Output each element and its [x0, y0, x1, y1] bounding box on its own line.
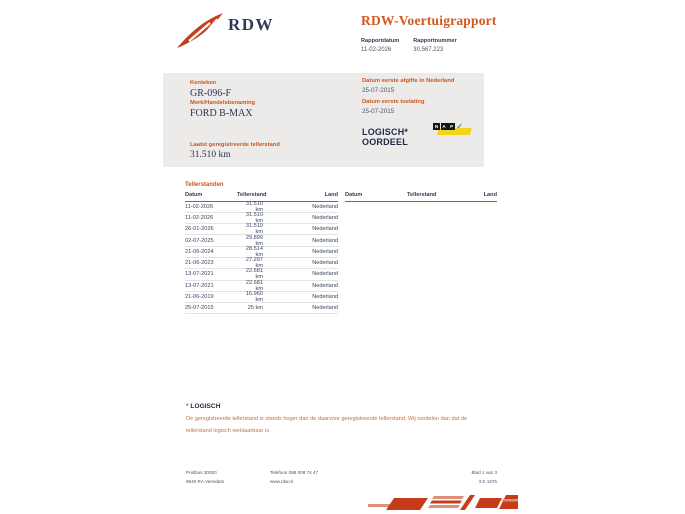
footer-page-number: Blad 1 van 3	[471, 470, 497, 475]
footer-website: www.rdw.nl	[270, 479, 293, 484]
cell-datum: 13-07-2021	[185, 271, 214, 278]
vehicle-summary-box	[163, 73, 484, 167]
oordeel-text	[362, 127, 408, 147]
kenteken-value: GR-096-F	[190, 88, 232, 99]
oordeel-line2: OORDEEL	[362, 137, 408, 147]
eerste-afgifte-value: 25-07-2015	[362, 86, 395, 94]
cell-teller: 22.681 km	[245, 268, 263, 281]
cell-land: Nederland	[312, 248, 338, 255]
tellerstanden-section-title: Tellerstanden	[185, 182, 224, 188]
cell-teller: 25 km	[247, 305, 263, 312]
cell-datum: 21-06-2023	[185, 260, 214, 267]
nap-letter-a: A	[442, 124, 446, 129]
nap-letter-p: P	[450, 124, 454, 129]
col-header-datum: Datum	[345, 192, 363, 198]
nap-check-icon: ✓	[456, 122, 463, 131]
cell-teller: 29.899 km	[245, 234, 263, 247]
table-row	[185, 303, 338, 314]
report-number-field	[413, 38, 457, 53]
col-header-tellerstand: Tellerstand	[237, 192, 267, 198]
footer-page-info	[420, 468, 497, 486]
tellerstanden-rows	[185, 202, 338, 315]
cell-datum: 25-07-2015	[185, 305, 214, 312]
page-title: RDW-Voertuigrapport	[361, 13, 497, 28]
cell-land: Nederland	[312, 203, 338, 210]
eerste-toelating-value: 25-07-2015	[362, 107, 395, 115]
nap-logo	[433, 123, 473, 137]
laatste-tellerstand-field	[190, 142, 280, 160]
eerste-toelating-label: Datum eerste toelating	[362, 99, 425, 105]
cell-datum: 21-06-2024	[185, 248, 214, 255]
footer-address	[186, 468, 224, 486]
rdw-logo-icon	[176, 11, 224, 51]
report-number-value: 30.567.223	[413, 46, 444, 53]
merk-value: FORD B-MAX	[190, 108, 253, 119]
footer-phone: Telefoon 088 008 74 47	[270, 470, 319, 475]
tellerstanden-tables	[185, 192, 497, 314]
rdw-wordmark: RDW	[228, 15, 275, 34]
merk-field	[190, 100, 255, 119]
table-row	[185, 292, 338, 303]
cell-datum: 02-07-2025	[185, 237, 214, 244]
cell-land: Nederland	[312, 260, 338, 267]
eerste-afgifte-field	[362, 78, 454, 94]
col-header-land: Land	[324, 192, 338, 198]
cell-datum: 11-02-2026	[185, 203, 214, 210]
col-header-land: Land	[483, 192, 497, 198]
report-number-label: Rapportnummer	[413, 38, 457, 44]
col-header-tellerstand: Tellerstand	[407, 192, 437, 198]
footnote-asterisk: *	[186, 403, 189, 410]
eerste-afgifte-label: Datum eerste afgifte in Nederland	[362, 78, 455, 84]
nap-letter-n: N	[434, 124, 439, 129]
eerste-toelating-field	[362, 99, 425, 115]
cell-land: Nederland	[312, 226, 338, 233]
table-header	[345, 192, 497, 202]
cell-datum: 21-06-2019	[185, 294, 214, 301]
report-meta	[361, 38, 457, 53]
cell-land: Nederland	[312, 271, 338, 278]
footnote-text: De geregistreerde tellerstand is steeds hoger dan de daarvoor geregistreerde tellerstand. Wij oordelen dan dat de tellerstand logisch verklaarbaar is.	[186, 416, 468, 434]
cell-land: Nederland	[312, 305, 338, 312]
cell-teller: 31.510 km	[245, 223, 263, 236]
cell-teller: 31.510 km	[245, 211, 263, 224]
kenteken-field	[190, 80, 231, 99]
report-date-label: Rapportdatum	[361, 38, 400, 44]
nap-letters	[433, 123, 463, 130]
cell-teller: 16.960 km	[245, 291, 263, 304]
report-date-value: 11-02-2026	[361, 46, 392, 53]
cell-teller: 22.681 km	[245, 279, 263, 292]
cell-land: Nederland	[312, 214, 338, 221]
cell-teller: 28.514 km	[245, 245, 263, 258]
footer-address-line1: Postbus 30000	[186, 470, 217, 475]
footer-address-line2: 9640 RA Veendam	[186, 479, 225, 484]
cell-datum: 13-07-2021	[185, 282, 214, 289]
kenteken-label: Kenteken	[190, 80, 217, 86]
laatste-tellerstand-label: Laatst geregistreerde tellerstand	[190, 142, 280, 148]
footnote-title-text: LOGISCH	[190, 403, 221, 410]
cell-land: Nederland	[312, 237, 338, 244]
tellerstanden-table-left	[185, 192, 338, 314]
cell-land: Nederland	[312, 294, 338, 301]
merk-label: Merk/Handelsbenaming	[190, 100, 256, 106]
cell-teller: 31.510 km	[245, 200, 263, 213]
col-header-datum: Datum	[185, 192, 203, 198]
footnote-title	[186, 403, 220, 410]
decorative-stripes-graphic	[368, 491, 518, 513]
footer-contact	[270, 468, 318, 486]
cell-land: Nederland	[312, 282, 338, 289]
tellerstanden-table-right	[345, 192, 497, 314]
cell-teller: 27.297 km	[245, 257, 263, 270]
oordeel-line1: LOGISCH*	[362, 127, 409, 137]
report-date-field	[361, 38, 399, 53]
cell-datum: 26-01-2026	[185, 226, 214, 233]
footer-form-code: 3 E 1675	[478, 479, 497, 484]
cell-datum: 11-02-2026	[185, 214, 214, 221]
laatste-tellerstand-value: 31.510 km	[190, 150, 231, 160]
